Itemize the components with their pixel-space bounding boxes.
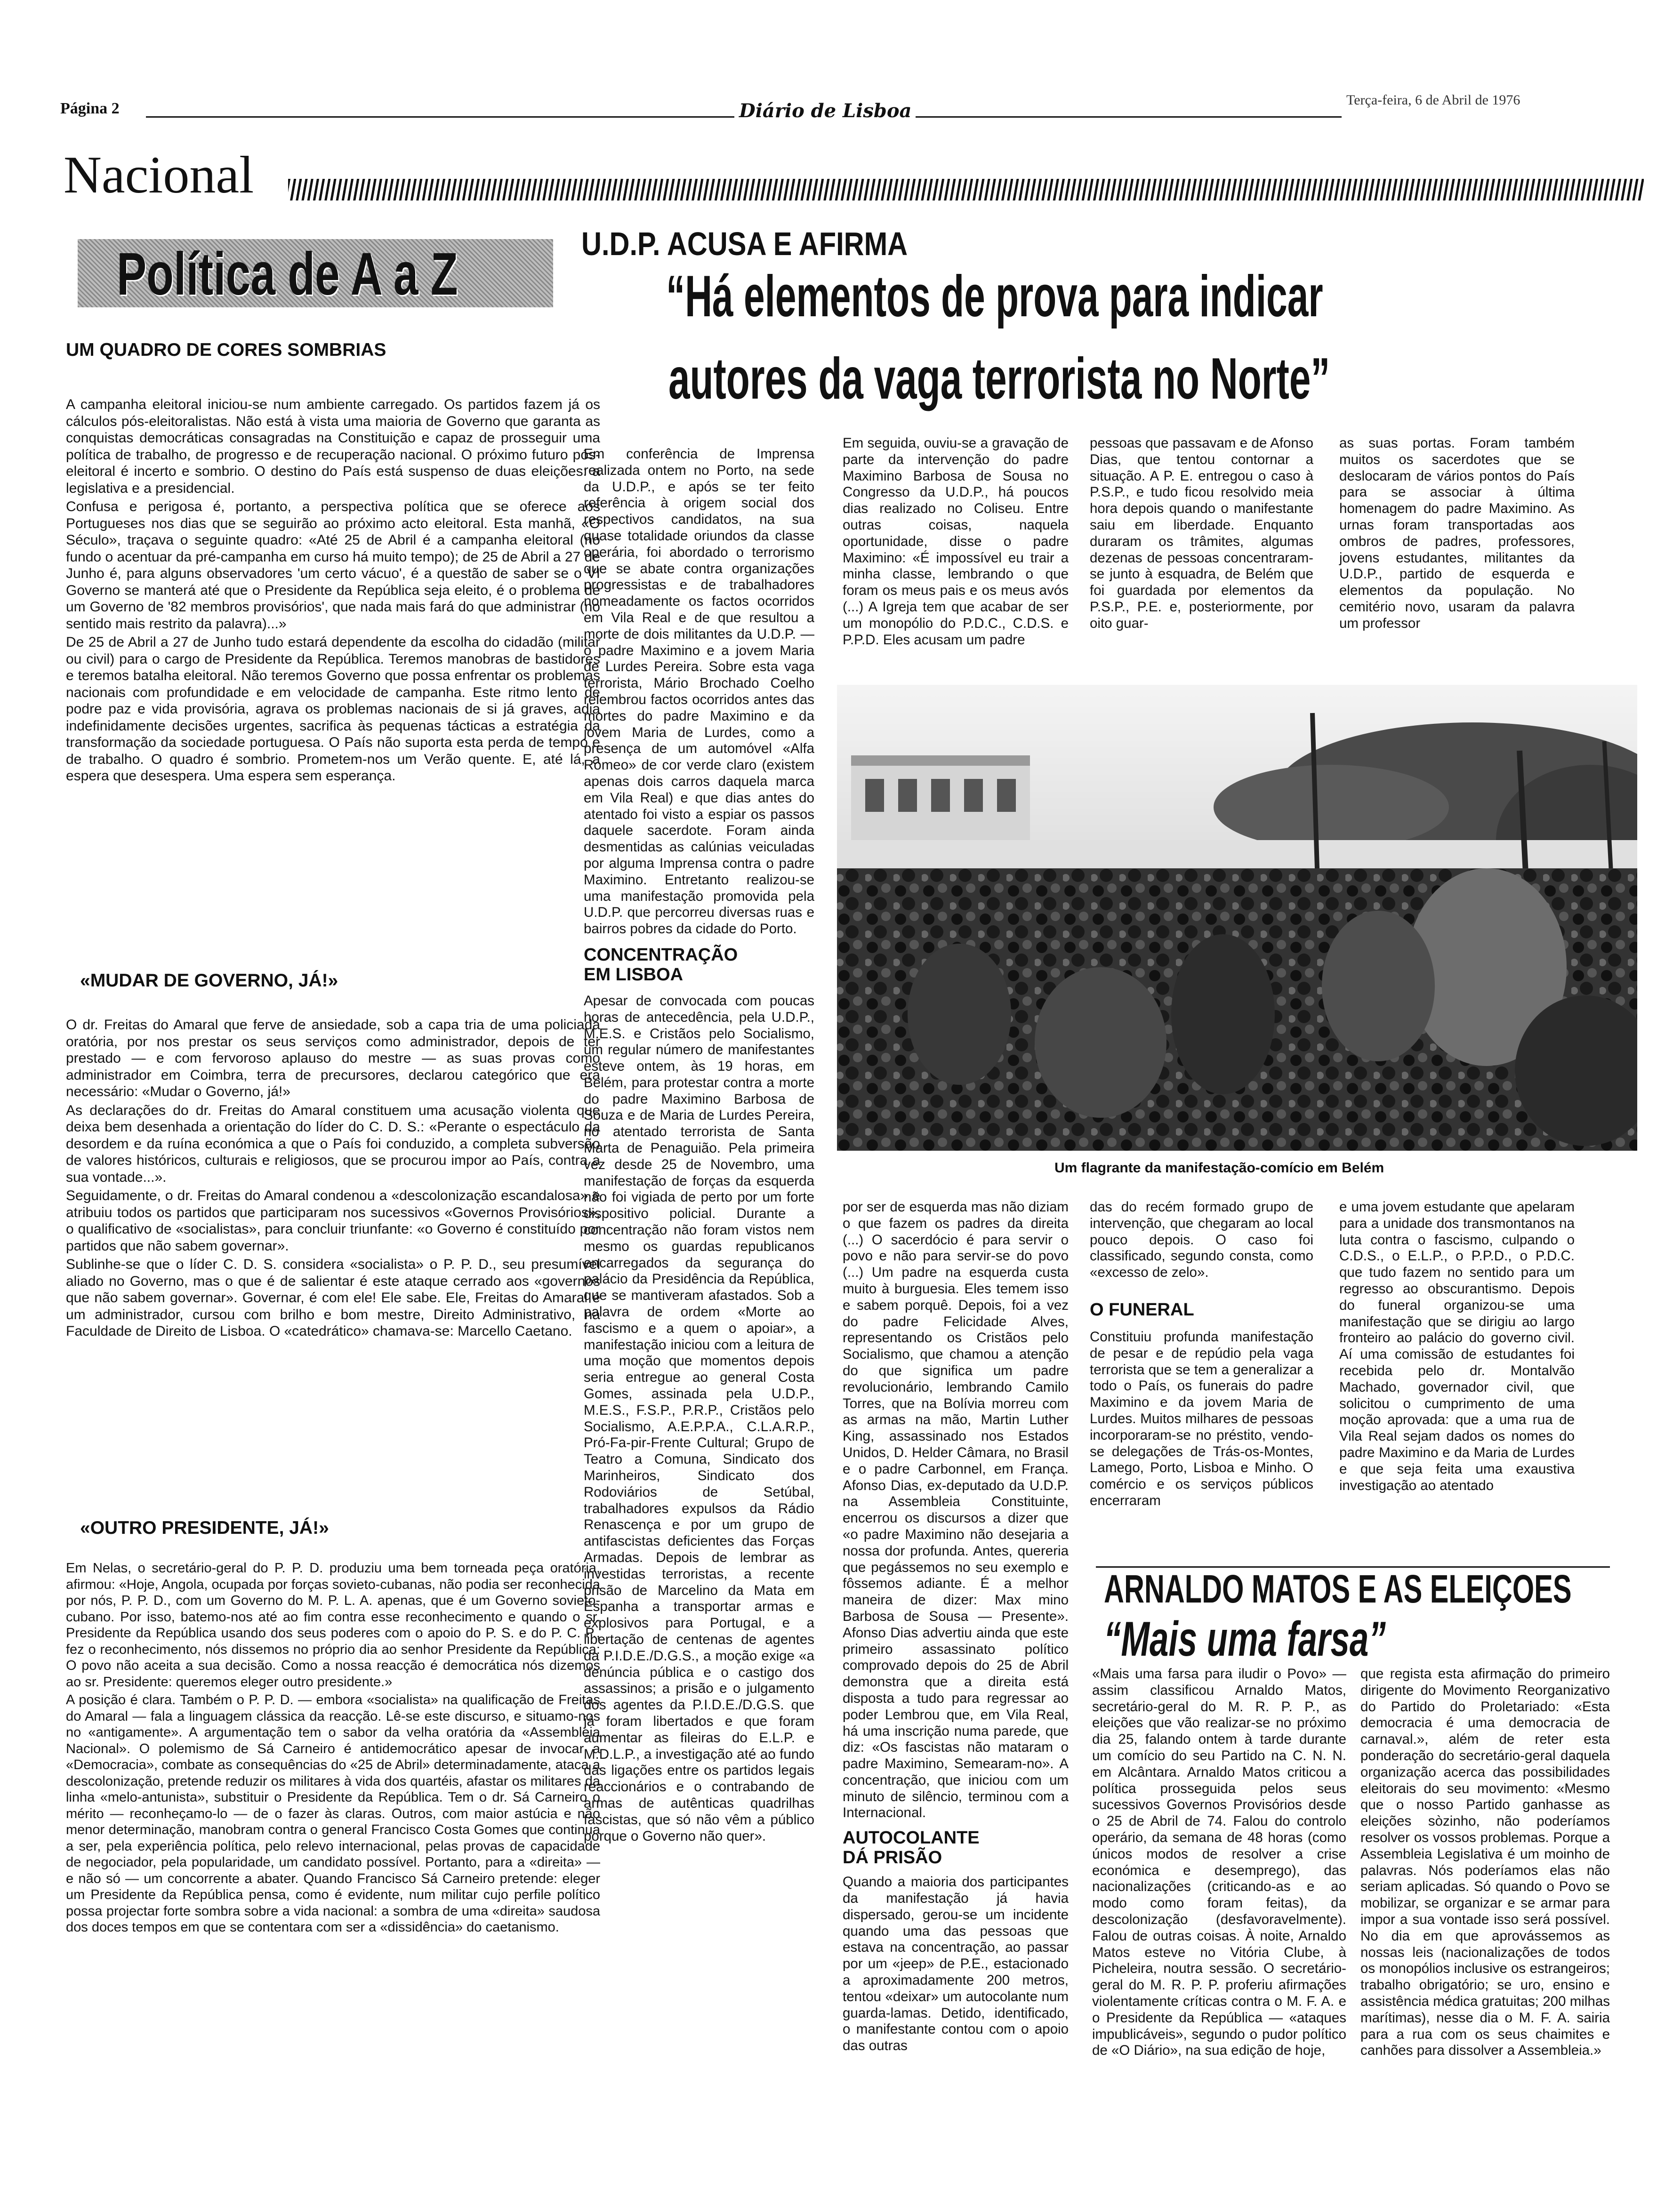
matos-kicker: ARNALDO MATOS E AS ELEIÇOES	[1104, 1567, 1572, 1611]
banner-title: Política de A a Z	[117, 240, 458, 308]
photo-svg	[837, 685, 1637, 1151]
demonstration-photo	[837, 685, 1637, 1151]
left-article-2: O dr. Freitas do Amaral que ferve de ansiedade, sob a capa tria de uma policiada oratória, por nos prestar os seus serviços como administrador, depois de ter prestado — e com fervoroso aplauso do mestre — as suas provas como administrador em Coimbra, terra de precursores, declarou categórico que era necessário: «Mudar o Governo, já!» As declarações do dr. Freitas do Amaral constituem uma acusação violenta que deixa bem desenhada a orientação do líder do C. D. S.: «Perante o espectáculo da desordem e da ruína económica a que o País foi conduzido, a completa subversão de valores históricos, culturais e religiosos, que se procurou impor ao País, contra a sua vontade...». Seguidamente, o dr. Freitas do Amaral condenou a «descolonização escandalosa» e atribuiu todos os partidos que participaram nos sucessivos «Governos Provisórios», o qualificativo de «socialistas», para concluir triunfante: «o Governo é constituído por partidos que não sabem governar». Sublinhe-se que o líder C. D. S. considera «socialista» o P. P. D., seu presumível aliado no Governo, mas o que é de salientar é este ataque cerrado aos «governos que não sabem governar». Governar, é com ele! Ele sabe. Ele, Freitas do Amaral é um administrador, cursou com brilho e bom mestre, Direito Administrativo, na Faculdade de Direito de Lisboa. O «catedrático» chamava-se: Marcello Caetano.	[66, 1017, 600, 1339]
udp-subheading-concentracao: CONCENTRAÇÃO EM LISBOA	[584, 945, 738, 985]
section-hatch-bar	[288, 179, 1644, 200]
udp-lower-column-2: por ser de esquerda mas não diziam o que fazem os padres da direita (...) O sacerdócio é para servir o povo e não para servir-se do povo (...) Um padre na esquerda custa muito à burguesia. Eles temem isso e sabem porquê. Depois, foi a vez do padre Felicidade Alves, representando os Cristãos pelo Socialismo, que chamou a atenção do que significa um padre revolucionário, lembrando Camilo Torres, que na Bolívia morreu com as armas na mão, Martin Luther King, assassinado nos Estados Unidos, D. Helder Câmara, no Brasil e o padre Carbonnel, em França. Afonso Dias, ex-deputado da U.D.P. na Assembleia Constituinte, encerrou os discursos a dizer que «o padre Maximino não desejaria a nossa dor profunda. Antes, quereria que pegássemos no seu exemplo e fôssemos adiante. É a melhor maneira de dizer: Max mino Barbosa de Sousa — Presente». Afonso Dias advertiu ainda que este primeiro assassinato político comprovado depois do 25 de Abril demonstra que a direita está disposta a tudo para regressar ao poder Lembrou que, em Vila Real, há uma inscrição numa parede, que diz: «Os fascistas não mataram o padre Maximino, Semearam-no». A concentração, que iniciou com um minuto de silêncio, terminou com a Internacional. AUTOCOLANTE DÁ PRISÃO Quando a maioria dos participantes da manifestação já havia dispersado, gerou-se um incidente quando uma das pessoas que estava na concentração, ao passar por um «jeep» de P.E., estacionado a aproximadamente 200 metros, tentou «deixar» um autocolante num guarda-lamas. Detido, identificado, o manifestante contou com o apoio das outras	[843, 1199, 1069, 2054]
udp-headline-line-1: “Há elementos de prova para indicar	[666, 264, 1323, 329]
udp-lower-column-3: das do recém formado grupo de intervenção, que chegaram ao local pouco depois. O caso foi classificado, segundo consta, como «excesso de zelo». O FUNERAL Constituiu profunda manifestação de pesar e de repúdio pela vaga terrorista que se tem a generalizar a todo o País, os funerais do padre Maximino e da jovem Maria de Lurdes. Muitos milhares de pessoas incorporaram-se no préstito, vendo-se delegações de Trás-os-Montes, Lamego, Porto, Lisboa e Minho. O comércio e os serviços públicos encerraram	[1090, 1199, 1313, 1508]
udp-lower-column-4: e uma jovem estudante que apelaram para a unidade dos transmontanos na luta contra o fascismo, culpando o C.D.S., o E.L.P., o P.P.D., o P.D.C. que tudo fazem no sentido para um regresso ao obscurantismo. Depois do funeral organizou-se uma manifestação que se dirigiu ao largo fronteiro ao palácio do governo civil. Aí uma comissão de estudantes foi recebida pelo dr. Montalvão Machado, governador civil, que solicitou o cumprimento de uma moção aprovada: que a uma rua de Vila Real sejam dados os nomes do padre Maximino e da Maria de Lurdes e que seja feita uma exaustiva investigação ao atentado	[1339, 1199, 1575, 1493]
masthead-rule-right	[916, 116, 1342, 118]
udp-kicker: U.D.P. ACUSA E AFIRMA	[581, 225, 908, 262]
matos-column-2: que regista esta afirmação do primeiro dirigente do Movimento Reorganizativo do Partido do Proletariado: «Esta democracia é uma democracia de carnaval.», além de reter esta ponderação do secretário-geral daquela organização acerca das possibilidades eleitorais do seu movimento: «Mesmo que o nosso Partido ganhasse as eleições sòzinho, não poderíamos resolver os vossos problemas. Porque a Assembleia Legislativa é um moinho de palavras. Nós poderíamos elas não seriam aplicadas. Só quando o Povo se mobilizar, se organizar e se armar para impor a sua vontade isso será possível. No dia em que aprovássemos as nossas leis (nacionalizações de todos os monopólios inclusive os estrangeiros; trabalho obrigatório; se uro, ensino e assistência médica gratuitas; 200 milhas marítimas), nesse dia o M. F. A. sairia para a rua com os seus chaimites e canhões para dissolver a Assembleia.»	[1360, 1666, 1610, 2059]
photo-caption: Um flagrante da manifestação-comício em Belém	[1054, 1160, 1384, 1176]
section-title: Nacional	[64, 146, 254, 204]
udp-subheading-funeral: O FUNERAL	[1090, 1299, 1194, 1320]
matos-column-1: «Mais uma farsa para iludir o Povo» — assim classificou Arnaldo Matos, secretário-geral do M. R. P. P., as eleições que vão realizar-se no próximo dia 25, falando ontem à tarde durante um comício do seu Partido na C. N. N. em Alcântara. Arnaldo Matos criticou a política prosseguida pelos seus sucessivos Governos Provisórios desde o 25 de Abril de 74. Falou do controlo operário, da semana de 48 horas (como únicos modos de resolver a crise económica e desemprego), das nacionalizações (criticando-as e ao modo como foram feitas), da descolonização (desfavoravelmente). Falou de outras coisas. À noite, Arnaldo Matos esteve no Vitória Clube, à Picheleira, noutra sessão. O secretário-geral do M. R. P. P. proferiu afirmações violentamente críticas contra o M. F. A. e o Presidente da República — «ataques impublicáveis», segundo o pudor político de «O Diário», na sua edição de hoje,	[1092, 1666, 1346, 2059]
udp-headline-line-2: autores da vaga terrorista no Norte”	[668, 346, 1330, 411]
issue-date: Terça-feira, 6 de Abril de 1976	[1346, 92, 1520, 108]
masthead-rule-left	[146, 116, 734, 118]
udp-column-1: Em conferência de Imprensa realizada ontem no Porto, na sede da U.D.P., e após se ter feito referência à origem social dos respectivos candidatos, na sua quase totalidade oriundos da classe operária, foi abordado o terrorismo que se abate contra organizações progressistas e de trabalhadores nomeadamente os factos ocorridos em Vila Real e de que resultou a morte de dois militantes da U.D.P. — o padre Maximino e a jovem Maria de Lurdes Pereira. Sobre esta vaga terrorista, Mário Brochado Coelho relembrou factos ocorridos antes das mortes do padre Maximino e da jovem Maria de Lurdes, como a presença de um automóvel «Alfa Romeo» de cor verde claro (existem apenas dois carros daquela marca em Vila Real) e que dias antes do atentado foi visto a espiar os passos daquele sacerdote. Foram ainda desmentidas as calúnias veiculadas por alguma Imprensa contra o padre Maximino. Entretanto realizou-se uma manifestação promovida pela U.D.P. que percorreu diversas ruas e bairros pobres da cidade do Porto. CONCENTRAÇÃO EM LISBOA Apesar de convocada com poucas horas de antecedência, pela U.D.P., M.E.S. e Cristãos pelo Socialismo, um regular número de manifestantes esteve ontem, às 19 horas, em Belém, para protestar contra a morte do padre Maximino Barbosa de Souza e de Maria de Lurdes Pereira, no atentado terrorista de Santa Marta de Penaguião. Pela primeira vez desde 25 de Novembro, uma manifestação de forças da esquerda não foi vigiada de perto por um forte dispositivo policial. Durante a concentração não foram vistos nem mesmo os guardas republicanos encarregados da segurança do palácio da Presidência da República, que se mantiveram afastados. Sob a palavra de ordem «Morte ao fascismo e a quem o apoiar», a manifestação iniciou com a leitura de uma moção que momentos depois seria entregue ao general Costa Gomes, assinada pela U.D.P., M.E.S., F.S.P., P.R.P., Cristãos pelo Socialismo, A.E.P.P.A., C.L.A.R.P., Pró-Fa-pir-Frente Cultural; Grupo de Teatro a Comuna, Sindicato dos Marinheiros, Sindicato dos Rodoviários de Setúbal, trabalhadores expulsos da Rádio Renascença e por um grupo de antifascistas deficientes das Forças Armadas. Depois de lembrar as investidas terroristas, a recente prisão de Marcelino da Mata em Espanha a transportar armas e explosivos para Portugal, e a libertação de centenas de agentes da P.I.D.E./D.G.S., a moção exige «a denúncia pública e o castigo dos assassinos; a prisão e o julgamento dos agentes da P.I.D.E./D.G.S. que já foram libertados e que foram aumentar as fileiras do E.L.P. e M.D.L.P., a investigação até ao fundo das ligações entre os partidos legais reaccionários e o contrabando de armas de autênticas quadrilhas fascistas, que só não vêm a público porque o Governo não quer».	[584, 446, 814, 1844]
newspaper-title: Diário de Lisboa	[739, 100, 912, 122]
matos-headline: “Mais uma farsa”	[1104, 1612, 1386, 1667]
udp-column-2: Em seguida, ouviu-se a gravação de parte da intervenção do padre Maximino Barbosa de Sousa no Congresso da U.D.P., há poucos dias realizado no Coliseu. Entre outras coisas, naquela oportunidade, disse o padre Maximino: «É impossível eu trair a minha classe, lembrando o que foram os meus pais e os meus avós (...) A Igreja tem que acabar de ser um monopólio do P.D.C., C.D.S. e P.P.D. Eles acusam um padre	[843, 435, 1069, 648]
udp-column-4: as suas portas. Foram também muitos os sacerdotes que se deslocaram de vários pontos do País para se associar à última homenagem do padre Maximino. As urnas foram transportadas aos ombros de padres, professores, jovens estudantes, militantes da U.D.P., partido de esquerda e elementos da população. No cemitério novo, usaram da palavra um professor	[1339, 435, 1575, 631]
left-heading-3: «OUTRO PRESIDENTE, JÁ!»	[80, 1518, 329, 1538]
page-number: Página 2	[60, 100, 120, 117]
left-heading-1: UM QUADRO DE CORES SOMBRIAS	[66, 340, 386, 360]
left-article-1: A campanha eleitoral iniciou-se num ambiente carregado. Os partidos fazem já os cálculos pós-eleitoralistas. Não está à vista uma maioria de Governo que garanta as conquistas democráticas consagradas na Constituição e capaz de prosseguir uma política de trabalho, de progresso e de recuperação nacional. O próximo futuro pós-eleitoral é incerto e sombrio. O destino do País está suspenso de duas eleições: a legislativa e a presidencial. Confusa e perigosa é, portanto, a perspectiva política que se oferece aos Portugueses nos dias que se seguirão ao próximo acto eleitoral. Esta manhã, «O Século», traçava o seguinte quadro: «Até 25 de Abril é a campanha eleitoral (no fundo o acentuar da pré-campanha em curso há muito tempo); de 25 de Abril a 27 de Junho é, para alguns observadores 'um certo vácuo', é a questão de saber se o VI Governo se manterá até que o Presidente da República seja eleito, é o problema de um Governo de '82 membros provisórios', que nada mais fará do que administrar (no sentido mais restrito da palavra)...» De 25 de Abril a 27 de Junho tudo estará dependente da escolha do cidadão (militar ou civil) para o cargo de Presidente da República. Teremos manobras de bastidores e teremos batalha eleitoral. Não teremos Governo que possa enfrentar os problemas nacionais com profundidade e em velocidade de campanha. Este ritmo lento de podre paz e vida provisória, agrava os problemas nacionais de si já graves, adia indefinidamente decisões urgentes, sacrifica às pequenas tácticas a estratégia da transformação da sociedade portuguesa. O País não suporta esta perda de tempo e de trabalho. O quadro é sombrio. Prometem-nos um Verão quente. E, até lá, a espera que desespera. Uma espera sem esperança.	[66, 397, 600, 784]
udp-subheading-autocolante: AUTOCOLANTE DÁ PRISÃO	[843, 1828, 980, 1868]
left-article-3: Em Nelas, o secretário-geral do P. P. D. produziu uma bem torneada peça oratória, afirmou: «Hoje, Angola, ocupada por forças sovieto-cubanas, não podia ser reconhecida por nós, P. P. D., com um Governo do M. P. L. A. apenas, que é um Governo sovieto-cubano. Por isso, batemo-nos até ao fim contra esse reconhecimento e quando o sr. Presidente da República usando dos seus poderes com o apoio do P. S. e do P. C. P., fez o reconhecimento, nós dissemos no próprio dia ao senhor Presidente da República: O povo não aceita a sua decisão. Como a nossa reacção é democrática nós dizemos ao sr. Presidente: queremos eleger outro presidente.» A posição é clara. Também o P. P. D. — embora «socialista» na qualificação de Freitas do Amaral — fala a linguagem clássica da reacção. Lê-se este discurso, e situamo-nos no «antigamente». A argumentação tem o sabor da velha oratória da «Assembleia Nacional». O polemismo de Sá Carneiro é antidemocrático apesar de invocar a «Democracia», combate as consequências do «25 de Abril» determinadamente, ataca a descolonização, pretende reduzir os militares à vida dos quartéis, afastar os militares da linha «melo-antunista», substituir o Presidente da República. Tem o dr. Sá Carneiro o mérito — reconheçamo-lo — de o fazer às claras. Outros, com maior astúcia e não menor determinação, manobram contra o general Francisco Costa Gomes que continua a ser, pela experiência política, pelo relevo internacional, pelas provas de capacidade de negociador, pela popularidade, um candidato possível. Portanto, para a «direita» — e não só — um concorrente a abater. Quando Francisco Sá Carneiro pretende: eleger um Presidente da República pensa, como é evidente, num militar cujo perfile político possa projectar forte sombra sobre a vida nacional: a sombra de uma «direita» saudosa dos doces tempos em que se contentara com ser a «dissidência» do caetanismo.	[66, 1561, 600, 1935]
left-heading-2: «MUDAR DE GOVERNO, JÁ!»	[80, 970, 338, 991]
udp-column-3: pessoas que passavam e de Afonso Dias, que tentou contornar a situação. A P. E. entregou o caso à P.S.P., e tudo ficou resolvido meia hora depois quando o manifestante saiu em liberdade. Enquanto duraram os trâmites, algumas dezenas de pessoas concentraram-se junto à esquadra, de Belém que foi guardada por elementos da P.S.P., P.E. e, posteriormente, por oito guar-	[1090, 435, 1313, 631]
